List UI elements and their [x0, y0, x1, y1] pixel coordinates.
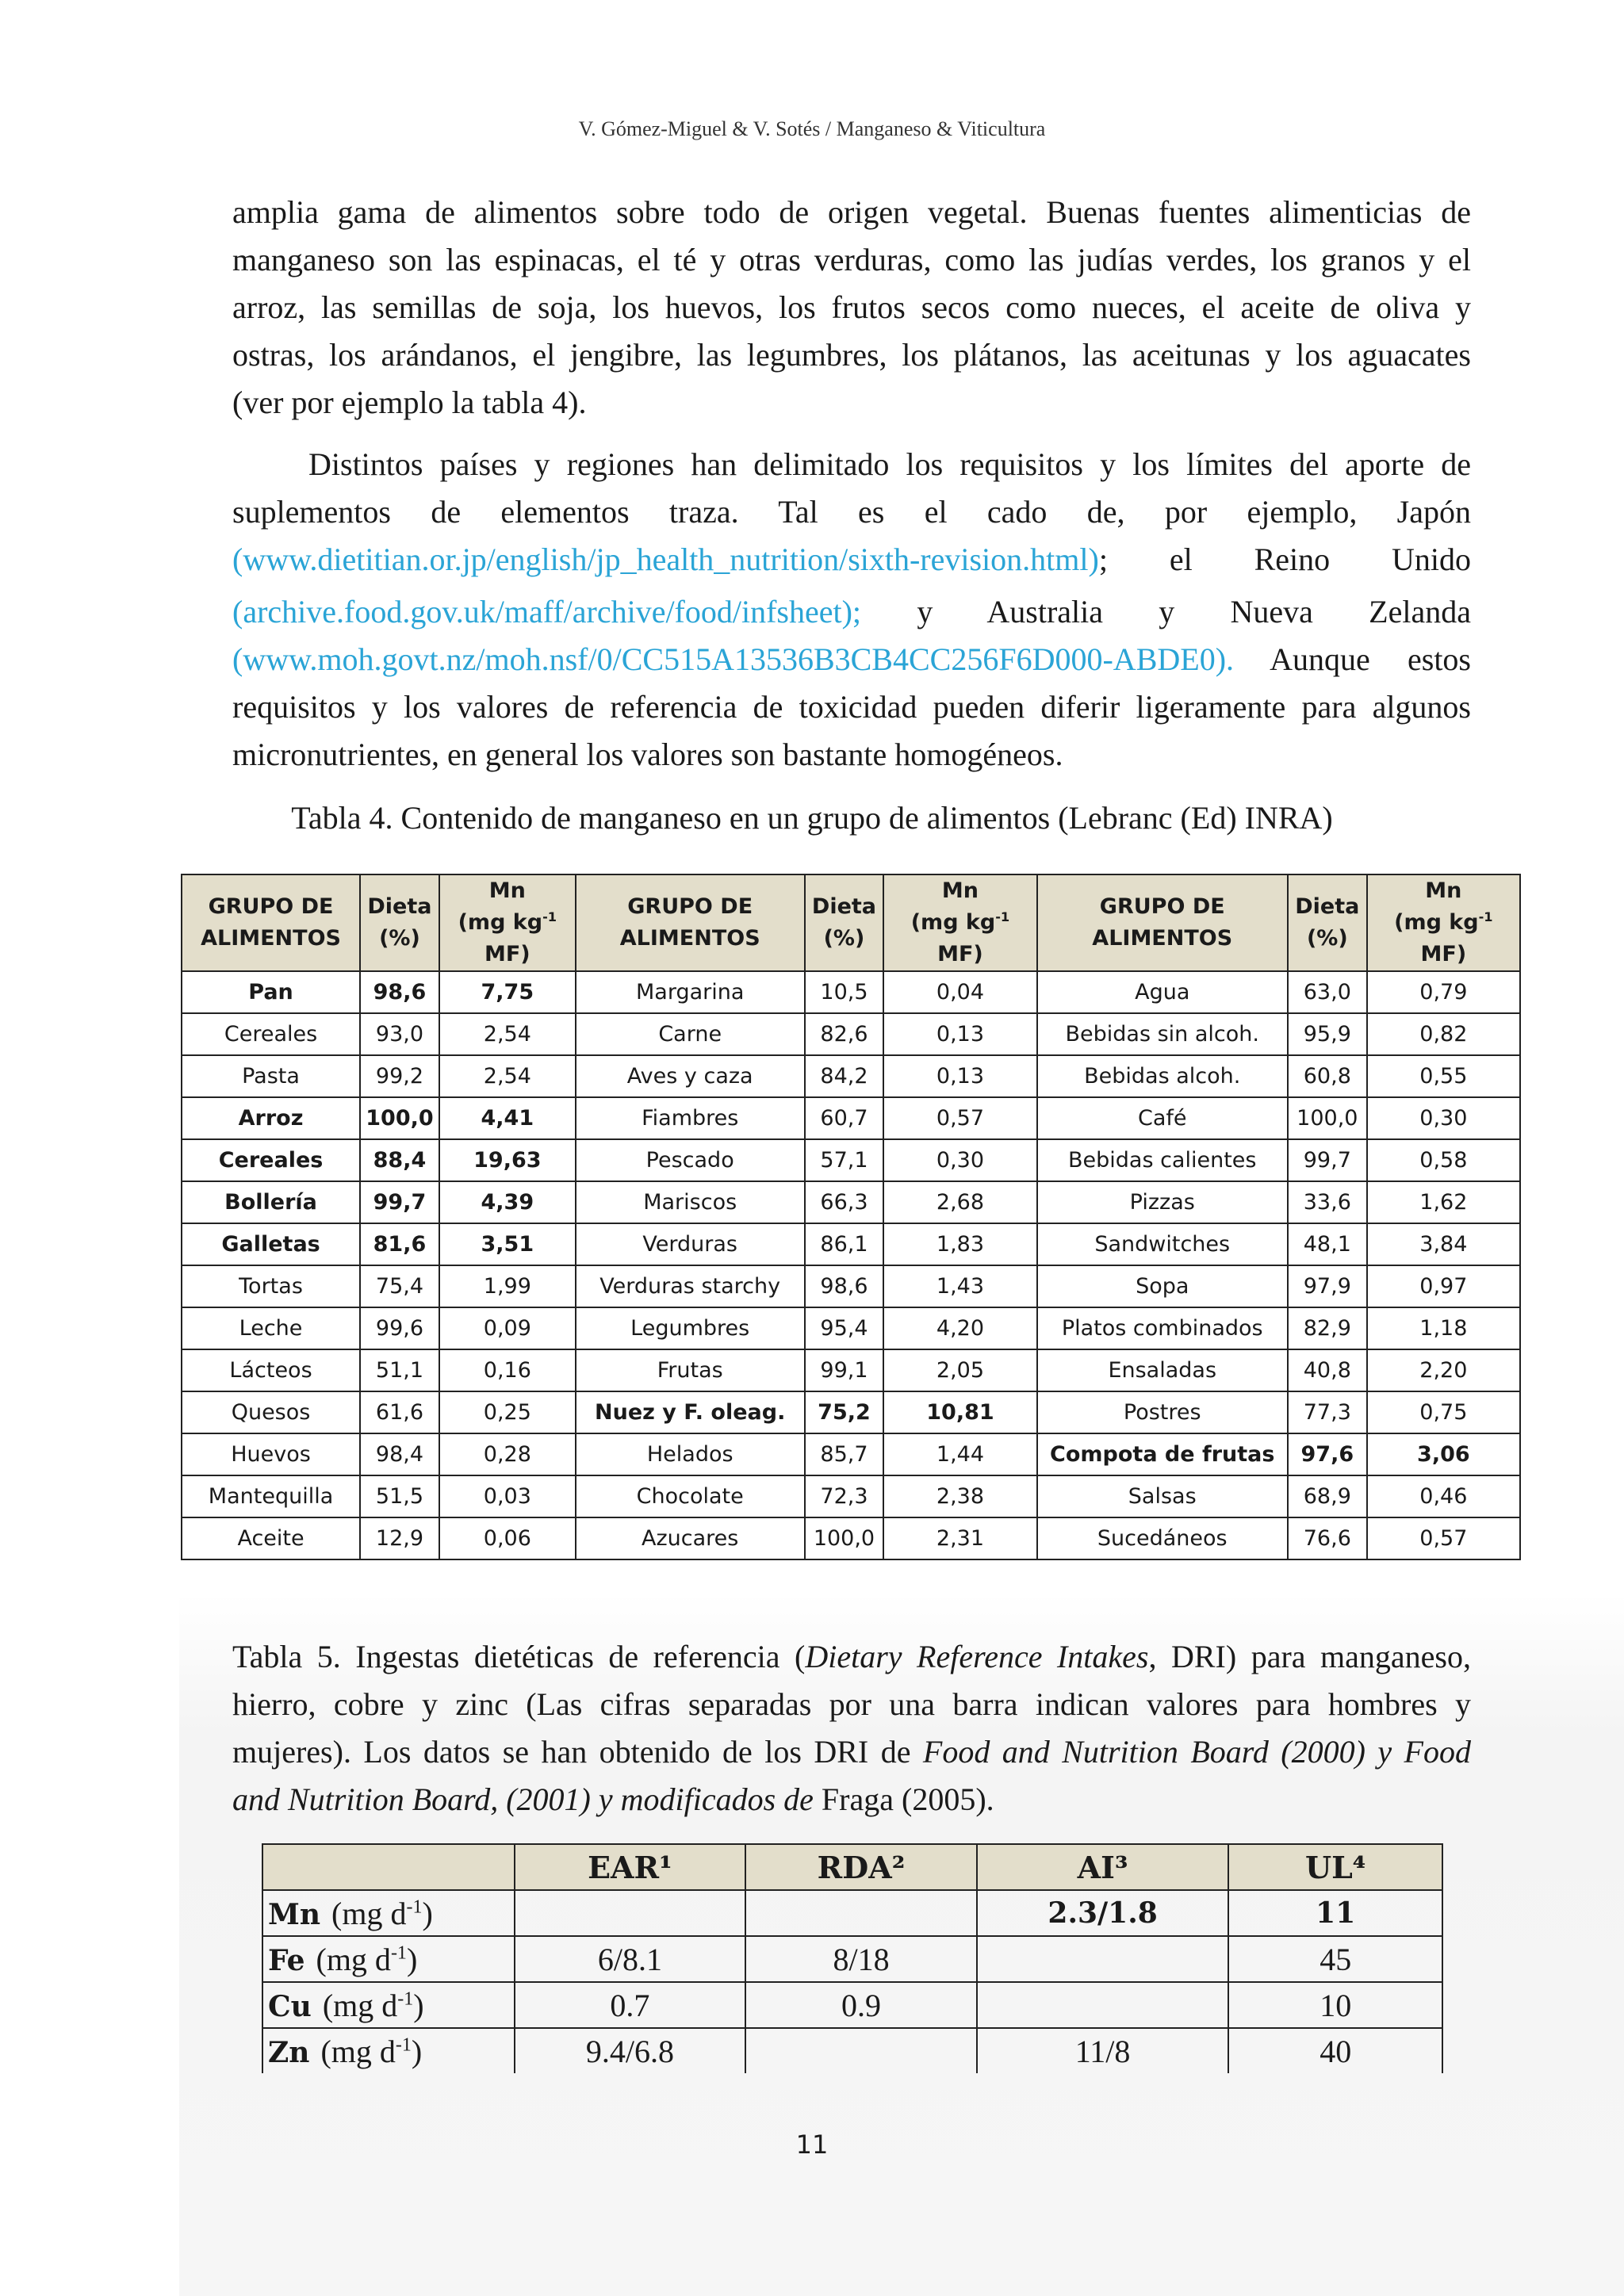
- diet-percent-cell: 95,9: [1288, 1013, 1367, 1055]
- table-row: [182, 971, 1520, 1013]
- food-group-cell: Tortas: [182, 1265, 360, 1307]
- text-line: arroz, las semillas de soja, los huevos, los frutos secos como nueces, el aceite de oliva y: [232, 289, 1471, 325]
- mn-content-cell: 2,38: [883, 1475, 1036, 1517]
- table-4: [181, 874, 1521, 1560]
- link-nz[interactable]: (www.moh.govt.nz/moh.nsf/0/CC515A13536B3CB4CC256F6D000-ABDE0).: [232, 641, 1235, 677]
- food-group-cell: Verduras starchy: [576, 1265, 805, 1307]
- header-mn: Mn (mg $kg^{-1}$ MF): [883, 874, 1036, 971]
- header-mn: Mn (mg $kg^{-1}$ MF): [439, 874, 576, 971]
- diet-percent-cell: 98,6: [360, 971, 439, 1013]
- mn-content-cell: 2,20: [1367, 1349, 1520, 1391]
- table-row: [262, 1936, 1442, 1982]
- header-group: GRUPO DE ALIMENTOS: [182, 874, 360, 971]
- table-row: [182, 1349, 1520, 1391]
- food-group-cell: Sucedáneos: [1037, 1517, 1288, 1559]
- diet-percent-cell: 12,9: [360, 1517, 439, 1559]
- mn-content-cell: 0,09: [439, 1307, 576, 1349]
- table-row: [182, 1391, 1520, 1433]
- food-group-cell: Chocolate: [576, 1475, 805, 1517]
- table-row: [182, 1097, 1520, 1139]
- text-line: (ver por ejemplo la tabla 4).: [232, 385, 587, 420]
- food-group-cell: Salsas: [1037, 1475, 1288, 1517]
- ul-cell: 40: [1228, 2028, 1442, 2073]
- text-line: ostras, los arándanos, el jengibre, las legumbres, los plátanos, las aceitunas y los aguacates: [232, 337, 1471, 373]
- header-diet: Dieta (%): [805, 874, 884, 971]
- diet-percent-cell: 48,1: [1288, 1223, 1367, 1265]
- diet-percent-cell: 51,5: [360, 1475, 439, 1517]
- diet-percent-cell: 60,7: [805, 1097, 884, 1139]
- mn-content-cell: 3,51: [439, 1223, 576, 1265]
- diet-percent-cell: 81,6: [360, 1223, 439, 1265]
- text-line: Distintos países y regiones han delimitado los requisitos y los límites del aporte de: [308, 446, 1471, 482]
- header-mn: Mn (mg $kg^{-1}$ MF): [1367, 874, 1520, 971]
- diet-percent-cell: 100,0: [360, 1097, 439, 1139]
- table-row: [182, 1265, 1520, 1307]
- table-row: [182, 1517, 1520, 1559]
- table-row: [182, 1223, 1520, 1265]
- food-group-cell: Galletas: [182, 1223, 360, 1265]
- mn-content-cell: 7,75: [439, 971, 576, 1013]
- table-row: [262, 1982, 1442, 2028]
- header-diet: Dieta (%): [360, 874, 439, 971]
- mn-content-cell: 0,46: [1367, 1475, 1520, 1517]
- food-group-cell: Frutas: [576, 1349, 805, 1391]
- ear-cell: 9.4/6.8: [515, 2028, 746, 2073]
- text-line: suplementos de elementos traza. Tal es el cado de, por ejemplo, Japón: [232, 494, 1471, 530]
- header-diet: Dieta (%): [1288, 874, 1367, 971]
- food-group-cell: Compota de frutas: [1037, 1433, 1288, 1475]
- table-row: [182, 1055, 1520, 1097]
- diet-percent-cell: 75,4: [360, 1265, 439, 1307]
- table-row: [182, 1475, 1520, 1517]
- page-number: 11: [795, 2130, 829, 2160]
- mn-content-cell: 1,62: [1367, 1181, 1520, 1223]
- mn-content-cell: 0,30: [1367, 1097, 1520, 1139]
- food-group-cell: Mariscos: [576, 1181, 805, 1223]
- mn-content-cell: 0,75: [1367, 1391, 1520, 1433]
- text-fragment: y Australia y Nueva Zelanda: [861, 594, 1471, 629]
- ul-cell: 45: [1228, 1936, 1442, 1982]
- food-group-cell: Platos combinados: [1037, 1307, 1288, 1349]
- mn-content-cell: 0,04: [883, 971, 1036, 1013]
- mn-content-cell: 1,18: [1367, 1307, 1520, 1349]
- ai-cell: [977, 1936, 1229, 1982]
- text-line: micronutrientes, en general los valores son bastante homogéneos.: [232, 737, 1063, 772]
- diet-percent-cell: 93,0: [360, 1013, 439, 1055]
- table-row: [182, 1013, 1520, 1055]
- mn-content-cell: 2,54: [439, 1055, 576, 1097]
- text-line: manganeso son las espinacas, el té y otras verduras, como las judías verdes, los granos y el: [232, 242, 1471, 277]
- text-fragment: Aunque estos: [1234, 641, 1471, 677]
- mn-content-cell: 0,03: [439, 1475, 576, 1517]
- diet-percent-cell: 72,3: [805, 1475, 884, 1517]
- mn-content-cell: 3,84: [1367, 1223, 1520, 1265]
- link-uk[interactable]: (archive.food.gov.uk/maff/archive/food/infsheet);: [232, 594, 862, 629]
- mn-content-cell: 0,82: [1367, 1013, 1520, 1055]
- header-empty: [262, 1844, 515, 1890]
- text-line: Tabla 5. Ingestas dietéticas de referencia (Dietary Reference Intakes, DRI) para manganeso,: [232, 1639, 1471, 1674]
- text-line: hierro, cobre y zinc (Las cifras separadas por una barra indican valores para hombres y: [232, 1686, 1471, 1722]
- mn-content-cell: 0,55: [1367, 1055, 1520, 1097]
- header-group: GRUPO DE ALIMENTOS: [576, 874, 805, 971]
- table-row: [182, 1139, 1520, 1181]
- table-4-caption: Tabla 4. Contenido de manganeso en un grupo de alimentos (Lebranc (Ed) INRA): [291, 800, 1333, 836]
- diet-percent-cell: 97,6: [1288, 1433, 1367, 1475]
- rda-cell: 0.9: [745, 1982, 977, 2028]
- food-group-cell: Cereales: [182, 1013, 360, 1055]
- food-group-cell: Sandwitches: [1037, 1223, 1288, 1265]
- mn-content-cell: 1,83: [883, 1223, 1036, 1265]
- element-label-cell: Cu (mg $d^{-1}$): [262, 1982, 515, 2028]
- mn-content-cell: 10,81: [883, 1391, 1036, 1433]
- diet-percent-cell: 99,1: [805, 1349, 884, 1391]
- food-group-cell: Pescado: [576, 1139, 805, 1181]
- diet-percent-cell: 86,1: [805, 1223, 884, 1265]
- diet-percent-cell: 99,6: [360, 1307, 439, 1349]
- ai-cell: [977, 1982, 1229, 2028]
- diet-percent-cell: 68,9: [1288, 1475, 1367, 1517]
- food-group-cell: Bebidas calientes: [1037, 1139, 1288, 1181]
- ul-cell: 10: [1228, 1982, 1442, 2028]
- diet-percent-cell: 88,4: [360, 1139, 439, 1181]
- ear-cell: 0.7: [515, 1982, 746, 2028]
- diet-percent-cell: 99,7: [1288, 1139, 1367, 1181]
- food-group-cell: Legumbres: [576, 1307, 805, 1349]
- diet-percent-cell: 98,4: [360, 1433, 439, 1475]
- ear-cell: [515, 1890, 746, 1936]
- food-group-cell: Agua: [1037, 971, 1288, 1013]
- food-group-cell: Bollería: [182, 1181, 360, 1223]
- diet-percent-cell: 95,4: [805, 1307, 884, 1349]
- diet-percent-cell: 75,2: [805, 1391, 884, 1433]
- mn-content-cell: 0,28: [439, 1433, 576, 1475]
- food-group-cell: Fiambres: [576, 1097, 805, 1139]
- diet-percent-cell: 84,2: [805, 1055, 884, 1097]
- diet-percent-cell: 33,6: [1288, 1181, 1367, 1223]
- food-group-cell: Bebidas alcoh.: [1037, 1055, 1288, 1097]
- table-header-row: [262, 1844, 1442, 1890]
- mn-content-cell: 1,99: [439, 1265, 576, 1307]
- food-group-cell: Postres: [1037, 1391, 1288, 1433]
- mn-content-cell: 2,31: [883, 1517, 1036, 1559]
- food-group-cell: Sopa: [1037, 1265, 1288, 1307]
- text-line: [232, 536, 1471, 584]
- food-group-cell: Margarina: [576, 971, 805, 1013]
- rda-cell: 8/18: [745, 1936, 977, 1982]
- diet-percent-cell: 99,7: [360, 1181, 439, 1223]
- text-line: mujeres). Los datos se han obtenido de los DRI de Food and Nutrition Board (2000) y Food: [232, 1734, 1471, 1770]
- ul-cell: 11: [1228, 1890, 1442, 1936]
- diet-percent-cell: 99,2: [360, 1055, 439, 1097]
- mn-content-cell: 0,13: [883, 1013, 1036, 1055]
- text-line: and Nutrition Board, (2001) y modificados de Fraga (2005).: [232, 1781, 994, 1817]
- diet-percent-cell: 10,5: [805, 971, 884, 1013]
- mn-content-cell: 0,97: [1367, 1265, 1520, 1307]
- diet-percent-cell: 63,0: [1288, 971, 1367, 1013]
- mn-content-cell: 1,44: [883, 1433, 1036, 1475]
- text-fragment: ; el Reino Unido: [1098, 541, 1471, 577]
- element-label-cell: Mn (mg $d^{-1}$): [262, 1890, 515, 1936]
- mn-content-cell: 4,39: [439, 1181, 576, 1223]
- table-row: [182, 1307, 1520, 1349]
- food-group-cell: Bebidas sin alcoh.: [1037, 1013, 1288, 1055]
- diet-percent-cell: 40,8: [1288, 1349, 1367, 1391]
- food-group-cell: Lácteos: [182, 1349, 360, 1391]
- food-group-cell: Azucares: [576, 1517, 805, 1559]
- food-group-cell: Arroz: [182, 1097, 360, 1139]
- mn-content-cell: 2,68: [883, 1181, 1036, 1223]
- food-group-cell: Huevos: [182, 1433, 360, 1475]
- paragraph-1: [232, 189, 1471, 427]
- mn-content-cell: 2,05: [883, 1349, 1036, 1391]
- food-group-cell: Leche: [182, 1307, 360, 1349]
- food-group-cell: Nuez y F. oleag.: [576, 1391, 805, 1433]
- food-group-cell: Mantequilla: [182, 1475, 360, 1517]
- mn-content-cell: 0,79: [1367, 971, 1520, 1013]
- food-group-cell: Helados: [576, 1433, 805, 1475]
- header-ai: AI³: [977, 1844, 1229, 1890]
- diet-percent-cell: 57,1: [805, 1139, 884, 1181]
- diet-percent-cell: 100,0: [1288, 1097, 1367, 1139]
- table-row: [262, 1890, 1442, 1936]
- mn-content-cell: 2,54: [439, 1013, 576, 1055]
- mn-content-cell: 0,57: [1367, 1517, 1520, 1559]
- table-row: [182, 1181, 1520, 1223]
- food-group-cell: Café: [1037, 1097, 1288, 1139]
- diet-percent-cell: 76,6: [1288, 1517, 1367, 1559]
- food-group-cell: Pasta: [182, 1055, 360, 1097]
- header-group: GRUPO DE ALIMENTOS: [1037, 874, 1288, 971]
- diet-percent-cell: 85,7: [805, 1433, 884, 1475]
- mn-content-cell: 0,13: [883, 1055, 1036, 1097]
- mn-content-cell: 1,43: [883, 1265, 1036, 1307]
- diet-percent-cell: 97,9: [1288, 1265, 1367, 1307]
- table-row: [182, 1433, 1520, 1475]
- mn-content-cell: 0,06: [439, 1517, 576, 1559]
- mn-content-cell: 0,25: [439, 1391, 576, 1433]
- element-label-cell: Fe (mg $d^{-1}$): [262, 1936, 515, 1982]
- table-5: [262, 1843, 1443, 2073]
- rda-cell: [745, 2028, 977, 2073]
- link-japan[interactable]: (www.dietitian.or.jp/english/jp_health_nutrition/sixth-revision.html): [232, 541, 1099, 577]
- food-group-cell: Cereales: [182, 1139, 360, 1181]
- ai-cell: 2.3/1.8: [977, 1890, 1229, 1936]
- food-group-cell: Aceite: [182, 1517, 360, 1559]
- food-group-cell: Carne: [576, 1013, 805, 1055]
- diet-percent-cell: 100,0: [805, 1517, 884, 1559]
- mn-content-cell: 0,58: [1367, 1139, 1520, 1181]
- paragraph-2: [232, 441, 1471, 779]
- food-group-cell: Verduras: [576, 1223, 805, 1265]
- ai-cell: 11/8: [977, 2028, 1229, 2073]
- food-group-cell: Pan: [182, 971, 360, 1013]
- mn-content-cell: 19,63: [439, 1139, 576, 1181]
- text-line: requisitos y los valores de referencia de toxicidad pueden diferir ligeramente para algunos: [232, 689, 1471, 725]
- mn-content-cell: 0,30: [883, 1139, 1036, 1181]
- mn-content-cell: 4,41: [439, 1097, 576, 1139]
- diet-percent-cell: 60,8: [1288, 1055, 1367, 1097]
- food-group-cell: Quesos: [182, 1391, 360, 1433]
- rda-cell: [745, 1890, 977, 1936]
- header-ul: UL⁴: [1228, 1844, 1442, 1890]
- food-group-cell: Aves y caza: [576, 1055, 805, 1097]
- text-line: [232, 636, 1471, 683]
- running-header: V. Gómez-Miguel & V. Sotés / Manganeso & Viticultura: [578, 117, 1046, 140]
- diet-percent-cell: 98,6: [805, 1265, 884, 1307]
- table-5-caption: [232, 1633, 1471, 1823]
- diet-percent-cell: 61,6: [360, 1391, 439, 1433]
- food-group-cell: Ensaladas: [1037, 1349, 1288, 1391]
- ear-cell: 6/8.1: [515, 1936, 746, 1982]
- diet-percent-cell: 51,1: [360, 1349, 439, 1391]
- mn-content-cell: 0,57: [883, 1097, 1036, 1139]
- header-ear: EAR¹: [515, 1844, 746, 1890]
- text-line: amplia gama de alimentos sobre todo de origen vegetal. Buenas fuentes alimenticias de: [232, 194, 1471, 230]
- table-header-row: [182, 874, 1520, 971]
- text-line: [232, 588, 1471, 636]
- header-rda: RDA²: [745, 1844, 977, 1890]
- diet-percent-cell: 77,3: [1288, 1391, 1367, 1433]
- mn-content-cell: 0,16: [439, 1349, 576, 1391]
- element-label-cell: Zn (mg $d^{-1}$): [262, 2028, 515, 2073]
- diet-percent-cell: 66,3: [805, 1181, 884, 1223]
- diet-percent-cell: 82,9: [1288, 1307, 1367, 1349]
- mn-content-cell: 4,20: [883, 1307, 1036, 1349]
- mn-content-cell: 3,06: [1367, 1433, 1520, 1475]
- table-row: [262, 2028, 1442, 2073]
- food-group-cell: Pizzas: [1037, 1181, 1288, 1223]
- diet-percent-cell: 82,6: [805, 1013, 884, 1055]
